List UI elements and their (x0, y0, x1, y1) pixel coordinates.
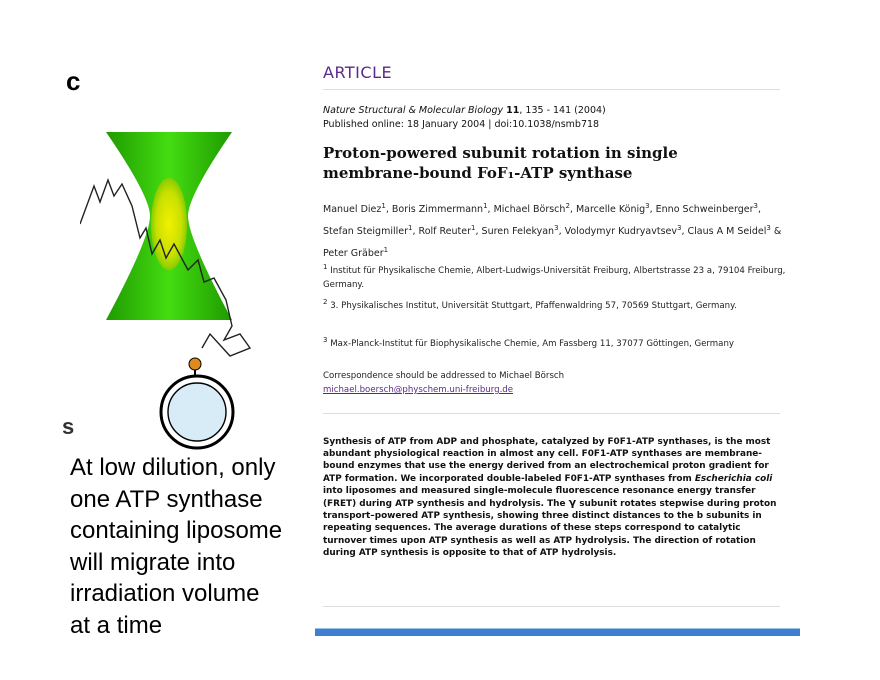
author-name[interactable]: Stefan Steigmiller (323, 226, 408, 238)
correspondence-text: Correspondence should be addressed to Michael Börsch (323, 371, 565, 381)
article-header: ARTICLE (323, 63, 393, 82)
correspondence-block (323, 369, 788, 397)
caption-line: containing liposome (70, 517, 283, 544)
author-list: Manuel Diez$^1$, Boris Zimmermann$^1$, Michael Börsch$^2$, Marcelle König$^3$, Enno Schweinberger$^3$, Stefan Steigmiller$^1$, Rolf Reuter$^1$, Suren Felekyan$^3$, Volodymyr Kudryavtsev$^3$, Claus A M Seidel$^3$ & Peter Gräber$^1$ (323, 202, 782, 260)
title-line: membrane-bound FoF₁-ATP synthase (323, 164, 633, 182)
abstract-divider (323, 413, 780, 414)
partial-panel-letter: s (62, 414, 75, 439)
author-sup: 1 (483, 202, 488, 210)
author-sup: 2 (565, 202, 570, 210)
affiliation-3 (323, 333, 788, 351)
published-line: Published online: 18 January 2004 | doi:10.1038/nsmb718 (323, 118, 600, 130)
author-name[interactable]: Manuel Diez (323, 204, 382, 216)
author-sup: 1 (383, 246, 389, 255)
abstract-part: subunit rotates stepwise during proton transport–powered ATP synthesis, showing three distinct distances to the b subunits in repeating sequences. The average durations of these steps correspond to catalytic turnover times upon ATP synthesis as well as ATP hydrolysis. The direction of rotation during ATP synthesis is opposite to that of ATP hydrolysis. (323, 499, 777, 558)
caption-line: irradiation volume (70, 580, 260, 607)
author-sup: 1 (471, 224, 476, 233)
affiliation-1 (323, 260, 788, 292)
affiliation-text: Max-Planck-Institut für Biophysikalische Chemie, Am Fassberg 11, 37077 Göttingen, Germany (330, 338, 734, 349)
slide-caption (70, 452, 315, 641)
abstract-part: Synthesis of ATP from ADP and phosphate, catalyzed by F0F1-ATP synthases, is the most abundant physiological reaction in almost any cell. F0F1-ATP synthases are membrane-bound enzymes that use the energy derived from an electrochemical proton gradient for ATP formation. We incorporated double-labeled F0F1-ATP synthases from (323, 437, 771, 484)
abstract-organism: Escherichia coli (694, 473, 773, 484)
affiliation-text: Institut für Physikalische Chemie, Albert-Ludwigs-Universität Freiburg, Albertstrasse 23 a, 79104 Freiburg, Germany. (323, 265, 786, 290)
email-link[interactable]: michael.boersch@physchem.uni-freiburg.de (323, 385, 514, 395)
journal-pages: , 135 - 141 (2004) (519, 105, 606, 116)
author-sup: 1 (381, 202, 386, 210)
article-screenshot (315, 55, 800, 640)
caption-line: one ATP synthase (70, 485, 263, 513)
author-name[interactable]: Rolf Reuter (418, 226, 472, 238)
gamma-symbol: γ (568, 496, 577, 510)
author-sup: 1 (408, 224, 413, 233)
author-name[interactable]: Boris Zimmermann (391, 204, 484, 216)
focus-illustration (80, 120, 260, 460)
author-name[interactable]: Volodymyr Kudryavtsev (564, 226, 678, 238)
caption-line: at a time (70, 611, 163, 639)
author-sup: 3 (645, 202, 650, 210)
panel-letter: c (66, 66, 81, 96)
author-name[interactable]: Suren Felekyan (481, 226, 555, 238)
author-name[interactable]: Enno Schweinberger (655, 204, 754, 216)
affiliation-sup: 3 (323, 336, 328, 344)
page-footer-bar (315, 628, 800, 636)
author-sup: 3 (554, 224, 559, 233)
caption-line: At low dilution, only (70, 454, 276, 481)
affiliation-sup: 2 (323, 298, 328, 306)
caption-line: will migrate into (70, 548, 236, 576)
liposome-inner (168, 383, 226, 441)
author-name[interactable]: Claus A M Seidel (687, 226, 767, 238)
author-sup: 3 (753, 202, 758, 210)
detection-volume-ellipse (151, 178, 187, 270)
author-name[interactable]: Marcelle König (575, 204, 646, 216)
journal-volume: 11 (506, 105, 520, 116)
abstract-part: into liposomes and measured single-molecule fluorescence resonance energy transfer (FRET) during ATP synthesis and hydrolysis. The (323, 485, 756, 510)
author-name[interactable]: Michael Börsch (493, 204, 566, 216)
journal-name: Nature Structural & Molecular Biology (323, 105, 504, 116)
author-sup: 3 (766, 224, 771, 233)
affiliation-2 (323, 295, 788, 313)
author-sup: 3 (677, 224, 682, 233)
header-divider (323, 89, 780, 90)
journal-citation (323, 104, 606, 131)
footer-divider (323, 606, 780, 607)
affiliation-text: 3. Physikalisches Institut, Universität Stuttgart, Pfaffenwaldring 57, 70569 Stuttgart, Germany. (330, 300, 737, 311)
article-title (323, 143, 743, 183)
abstract-text (323, 436, 785, 559)
affiliation-sup: 1 (323, 263, 328, 271)
atp-synthase-protein (189, 358, 201, 370)
title-line: Proton-powered subunit rotation in single (323, 144, 678, 162)
author-name[interactable]: Peter Gräber (323, 248, 384, 260)
